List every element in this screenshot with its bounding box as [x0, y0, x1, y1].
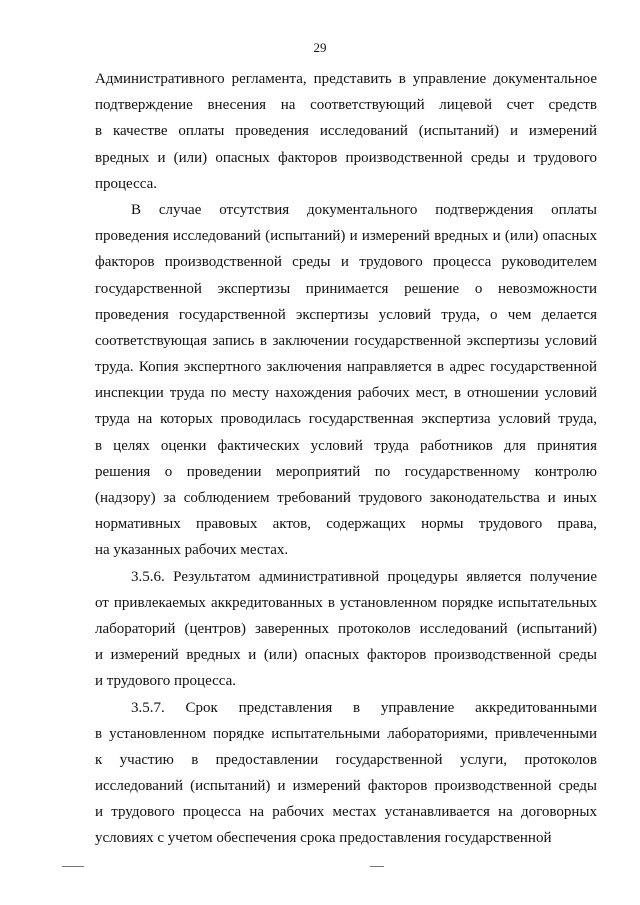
text-line: в качестве оплаты проведения исследований (испытаний) и измерений — [95, 123, 597, 140]
text-line: решения о проведении мероприятий по государственному контролю — [95, 463, 597, 480]
text-line: условиях с учетом обеспечения срока предоставления государственной — [95, 830, 552, 847]
text-line: (надзору) за соблюдением требований трудового законодательства и иных — [95, 490, 597, 506]
text-line: в целях оценки фактических условий труда работников для принятия — [95, 437, 597, 454]
text-line: соответствующая запись в заключении государственной экспертизы условий — [95, 332, 597, 349]
paragraph — [95, 66, 597, 197]
text-line: инспекции труда по месту нахождения рабочих мест, в отношении условий — [95, 385, 597, 402]
text-line: и измерений вредных и (или) опасных факторов производственной среды — [95, 647, 597, 664]
scan-artifact-center — [370, 866, 384, 867]
text-line: государственной экспертизы принимается решение о невозможности — [95, 280, 597, 297]
text-line: 3.5.7. Срок представления в управление аккредитованными — [131, 699, 597, 716]
text-line: труда на которых проводилась государственная экспертиза условий труда, — [95, 411, 597, 428]
text-line: в установленном порядке испытательными лабораториями, привлеченными — [95, 725, 597, 742]
text-line: 3.5.6. Результатом административной процедуры является получение — [131, 568, 597, 585]
text-line: и трудового процесса на рабочих местах устанавливается на договорных — [95, 804, 597, 821]
text-line: вредных и (или) опасных факторов производственной среды и трудового — [95, 149, 597, 166]
text-line: труда. Копия экспертного заключения направляется в адрес государственной — [95, 359, 597, 376]
text-line: на указанных рабочих местах. — [95, 542, 289, 559]
text-line: и трудового процесса. — [95, 673, 237, 690]
text-line: подтверждение внесения на соответствующий лицевой счет средств — [95, 97, 597, 114]
text-line: к участию в предоставлении государственной услуги, протоколов — [95, 751, 597, 768]
scan-artifact-left — [62, 866, 84, 867]
text-line: исследований (испытаний) и измерений факторов производственной среды — [95, 778, 597, 795]
text-line: факторов производственной среды и трудового процесса руководителем — [95, 254, 597, 271]
paragraph — [95, 197, 597, 564]
page-number: 29 — [313, 40, 327, 55]
text-line: проведения исследований (испытаний) и измерений вредных и (или) опасных — [95, 228, 597, 245]
text-line: процесса. — [95, 175, 157, 192]
text-line: проведения государственной экспертизы условий труда, о чем делается — [95, 306, 597, 323]
paragraph — [95, 564, 597, 695]
text-line: от привлекаемых аккредитованных в установленном порядке испытательных — [95, 594, 597, 611]
document-body — [95, 66, 597, 852]
text-line: нормативных правовых актов, содержащих нормы трудового права, — [95, 516, 597, 533]
text-line: Административного регламента, представить в управление документальное — [95, 71, 597, 87]
text-line: лабораторий (центров) заверенных протоколов исследований (испытаний) — [95, 620, 597, 637]
paragraph — [95, 695, 597, 852]
text-line: В случае отсутствия документального подтверждения оплаты — [131, 201, 597, 218]
